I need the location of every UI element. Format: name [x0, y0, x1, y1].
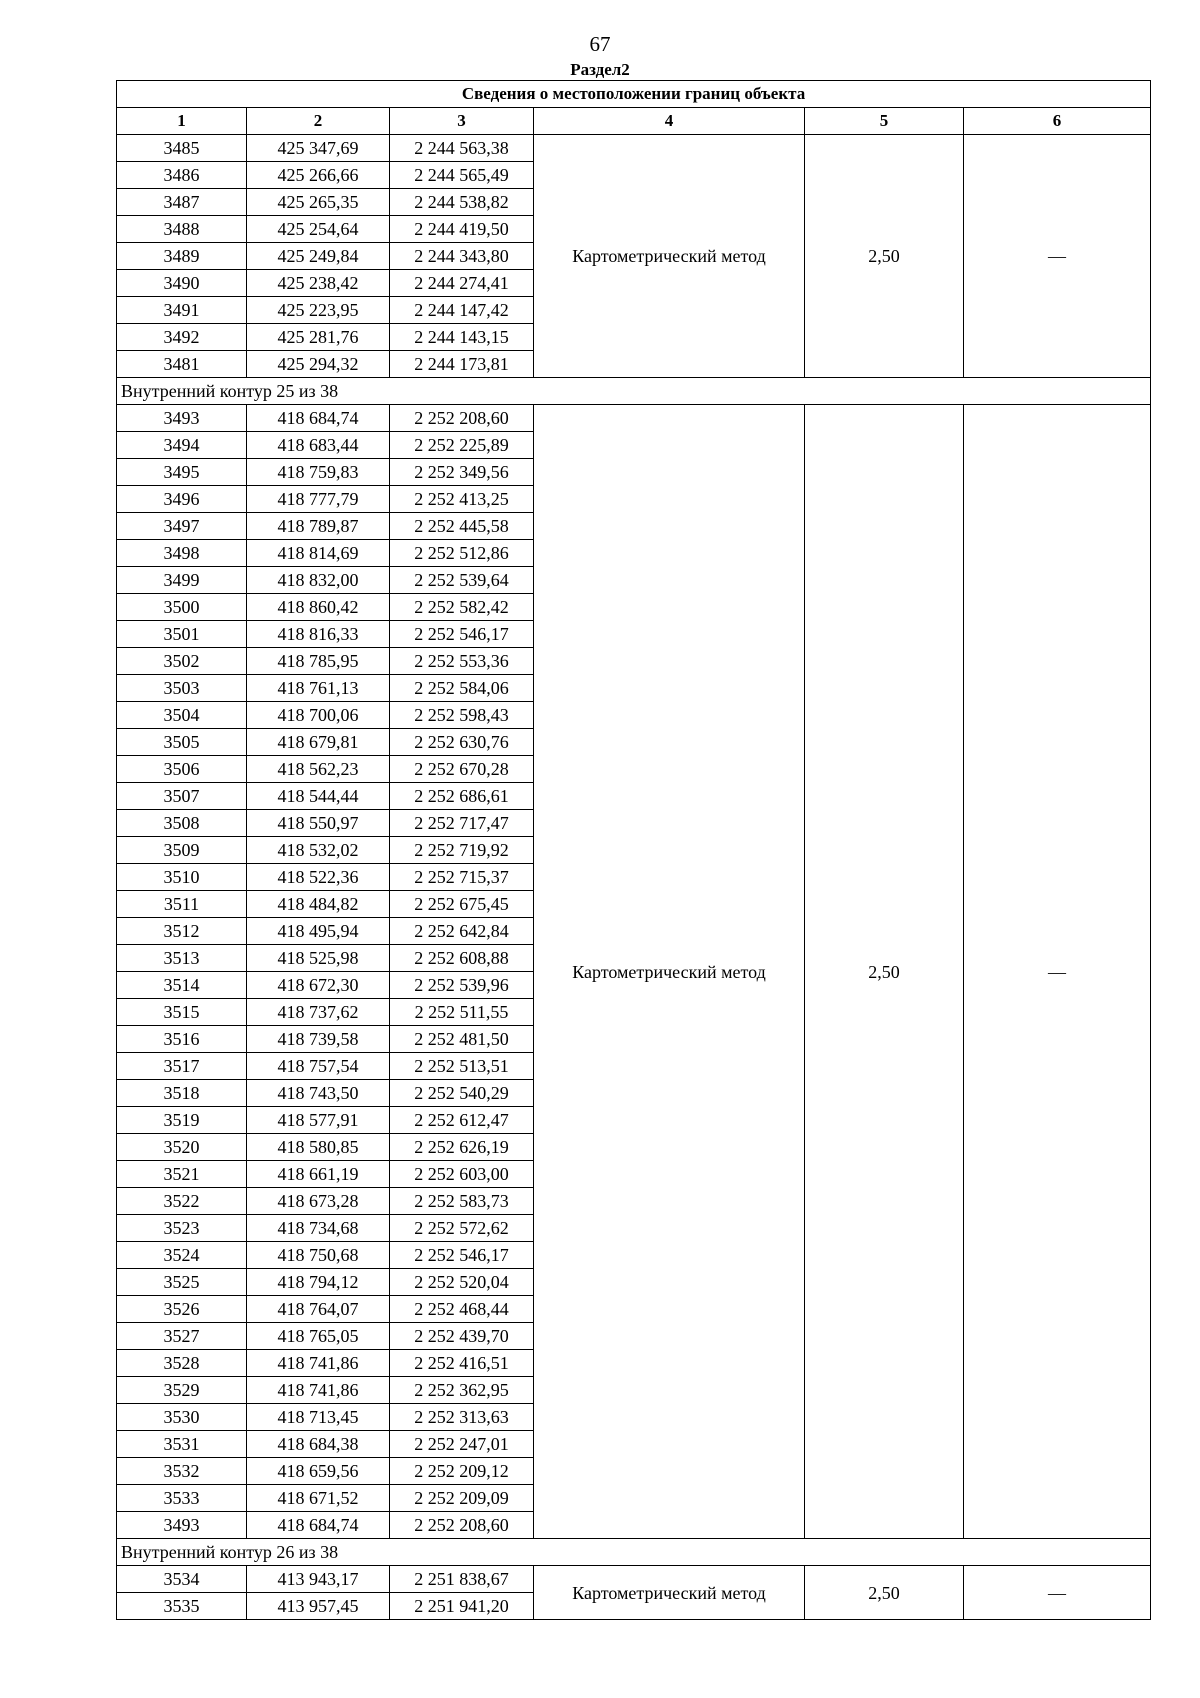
coordinate-y: 2 252 468,44	[390, 1296, 534, 1323]
coordinate-y: 2 244 143,15	[390, 324, 534, 351]
coordinate-y: 2 252 511,55	[390, 999, 534, 1026]
coordinate-y: 2 252 582,42	[390, 594, 534, 621]
coordinate-y: 2 252 598,43	[390, 702, 534, 729]
point-number: 3498	[117, 540, 247, 567]
coordinate-y: 2 252 225,89	[390, 432, 534, 459]
point-number: 3497	[117, 513, 247, 540]
coordinate-x: 413 943,17	[247, 1566, 390, 1593]
coordinate-y: 2 252 416,51	[390, 1350, 534, 1377]
point-number: 3507	[117, 783, 247, 810]
boundary-table	[116, 80, 1151, 1620]
coordinate-x: 418 734,68	[247, 1215, 390, 1242]
coordinate-x: 418 713,45	[247, 1404, 390, 1431]
coordinate-y: 2 252 675,45	[390, 891, 534, 918]
point-number: 3528	[117, 1350, 247, 1377]
column-header-6: 6	[964, 108, 1151, 135]
coordinate-x: 418 816,33	[247, 621, 390, 648]
point-number: 3512	[117, 918, 247, 945]
accuracy-cell: 2,50	[805, 135, 964, 378]
note-cell: —	[964, 135, 1151, 378]
coordinate-x: 425 347,69	[247, 135, 390, 162]
coordinate-y: 2 252 608,88	[390, 945, 534, 972]
coordinate-x: 418 661,19	[247, 1161, 390, 1188]
point-number: 3513	[117, 945, 247, 972]
coordinate-x: 418 761,13	[247, 675, 390, 702]
contour-row	[117, 378, 1151, 405]
coordinate-y: 2 244 173,81	[390, 351, 534, 378]
coordinate-x: 418 794,12	[247, 1269, 390, 1296]
point-number: 3529	[117, 1377, 247, 1404]
coordinate-y: 2 252 208,60	[390, 405, 534, 432]
coordinate-x: 418 659,56	[247, 1458, 390, 1485]
point-number: 3505	[117, 729, 247, 756]
point-number: 3488	[117, 216, 247, 243]
table-row	[117, 135, 1151, 162]
coordinate-y: 2 251 941,20	[390, 1593, 534, 1620]
note-cell: —	[964, 1566, 1151, 1620]
coordinate-y: 2 252 209,12	[390, 1458, 534, 1485]
coordinate-x: 418 580,85	[247, 1134, 390, 1161]
point-number: 3510	[117, 864, 247, 891]
coordinate-x: 418 814,69	[247, 540, 390, 567]
coordinate-y: 2 252 313,63	[390, 1404, 534, 1431]
coordinate-x: 418 785,95	[247, 648, 390, 675]
point-number: 3487	[117, 189, 247, 216]
coordinate-y: 2 252 513,51	[390, 1053, 534, 1080]
point-number: 3506	[117, 756, 247, 783]
point-number: 3492	[117, 324, 247, 351]
coordinate-y: 2 252 626,19	[390, 1134, 534, 1161]
coordinate-x: 418 577,91	[247, 1107, 390, 1134]
coordinate-y: 2 244 538,82	[390, 189, 534, 216]
point-number: 3515	[117, 999, 247, 1026]
coordinate-y: 2 244 274,41	[390, 270, 534, 297]
point-number: 3526	[117, 1296, 247, 1323]
coordinate-x: 418 532,02	[247, 837, 390, 864]
point-number: 3493	[117, 1512, 247, 1539]
table-row	[117, 405, 1151, 432]
coordinate-y: 2 252 717,47	[390, 810, 534, 837]
point-number: 3519	[117, 1107, 247, 1134]
coordinate-x: 418 759,83	[247, 459, 390, 486]
coordinate-y: 2 252 481,50	[390, 1026, 534, 1053]
contour-label: Внутренний контур 25 из 38	[117, 378, 1151, 405]
contour-label: Внутренний контур 26 из 38	[117, 1539, 1151, 1566]
coordinate-x: 418 743,50	[247, 1080, 390, 1107]
coordinate-y: 2 244 419,50	[390, 216, 534, 243]
point-number: 3511	[117, 891, 247, 918]
coordinate-y: 2 252 546,17	[390, 621, 534, 648]
coordinate-x: 418 741,86	[247, 1350, 390, 1377]
coordinate-x: 418 525,98	[247, 945, 390, 972]
page-number: 67	[589, 32, 611, 56]
point-number: 3500	[117, 594, 247, 621]
point-number: 3503	[117, 675, 247, 702]
coordinate-x: 418 679,81	[247, 729, 390, 756]
coordinate-y: 2 252 445,58	[390, 513, 534, 540]
coordinate-x: 418 700,06	[247, 702, 390, 729]
coordinate-x: 418 673,28	[247, 1188, 390, 1215]
point-number: 3520	[117, 1134, 247, 1161]
point-number: 3509	[117, 837, 247, 864]
coordinate-y: 2 252 539,96	[390, 972, 534, 999]
point-number: 3527	[117, 1323, 247, 1350]
coordinate-x: 418 544,44	[247, 783, 390, 810]
coordinate-y: 2 252 512,86	[390, 540, 534, 567]
coordinate-x: 418 562,23	[247, 756, 390, 783]
point-number: 3521	[117, 1161, 247, 1188]
coordinate-x: 425 281,76	[247, 324, 390, 351]
coordinate-x: 418 757,54	[247, 1053, 390, 1080]
point-number: 3532	[117, 1458, 247, 1485]
coordinate-y: 2 252 539,64	[390, 567, 534, 594]
coordinate-x: 418 764,07	[247, 1296, 390, 1323]
point-number: 3534	[117, 1566, 247, 1593]
coordinate-x: 418 750,68	[247, 1242, 390, 1269]
coordinate-x: 418 739,58	[247, 1026, 390, 1053]
point-number: 3530	[117, 1404, 247, 1431]
coordinate-x: 425 265,35	[247, 189, 390, 216]
coordinate-x: 425 294,32	[247, 351, 390, 378]
point-number: 3535	[117, 1593, 247, 1620]
point-number: 3502	[117, 648, 247, 675]
coordinate-x: 425 254,64	[247, 216, 390, 243]
coordinate-y: 2 244 147,42	[390, 297, 534, 324]
coordinate-y: 2 252 719,92	[390, 837, 534, 864]
coordinate-y: 2 252 540,29	[390, 1080, 534, 1107]
coordinate-y: 2 252 670,28	[390, 756, 534, 783]
method-cell: Картометрический метод	[534, 1566, 805, 1620]
coordinate-x: 425 238,42	[247, 270, 390, 297]
point-number: 3485	[117, 135, 247, 162]
coordinate-x: 425 266,66	[247, 162, 390, 189]
coordinate-x: 418 741,86	[247, 1377, 390, 1404]
coordinate-y: 2 244 565,49	[390, 162, 534, 189]
coordinate-x: 418 672,30	[247, 972, 390, 999]
table-title-row	[117, 81, 1151, 108]
coordinate-y: 2 252 630,76	[390, 729, 534, 756]
point-number: 3524	[117, 1242, 247, 1269]
coordinate-x: 413 957,45	[247, 1593, 390, 1620]
method-cell: Картометрический метод	[534, 135, 805, 378]
coordinate-y: 2 252 553,36	[390, 648, 534, 675]
method-cell: Картометрический метод	[534, 405, 805, 1539]
coordinate-x: 418 683,44	[247, 432, 390, 459]
point-number: 3495	[117, 459, 247, 486]
point-number: 3496	[117, 486, 247, 513]
point-number: 3489	[117, 243, 247, 270]
coordinate-x: 425 223,95	[247, 297, 390, 324]
point-number: 3491	[117, 297, 247, 324]
coordinate-x: 418 832,00	[247, 567, 390, 594]
point-number: 3501	[117, 621, 247, 648]
point-number: 3514	[117, 972, 247, 999]
coordinate-y: 2 252 413,25	[390, 486, 534, 513]
point-number: 3490	[117, 270, 247, 297]
contour-row	[117, 1539, 1151, 1566]
coordinate-x: 418 522,36	[247, 864, 390, 891]
coordinate-x: 418 765,05	[247, 1323, 390, 1350]
coordinate-x: 418 684,74	[247, 405, 390, 432]
column-header-2: 2	[247, 108, 390, 135]
coordinate-x: 418 684,74	[247, 1512, 390, 1539]
coordinate-y: 2 252 362,95	[390, 1377, 534, 1404]
coordinate-y: 2 252 520,04	[390, 1269, 534, 1296]
coordinate-y: 2 252 612,47	[390, 1107, 534, 1134]
coordinate-y: 2 252 572,62	[390, 1215, 534, 1242]
column-header-4: 4	[534, 108, 805, 135]
point-number: 3525	[117, 1269, 247, 1296]
coordinate-y: 2 252 686,61	[390, 783, 534, 810]
coordinate-x: 418 671,52	[247, 1485, 390, 1512]
point-number: 3531	[117, 1431, 247, 1458]
accuracy-cell: 2,50	[805, 405, 964, 1539]
coordinate-y: 2 244 343,80	[390, 243, 534, 270]
point-number: 3499	[117, 567, 247, 594]
section-title: Раздел2	[570, 60, 630, 79]
coordinate-x: 418 550,97	[247, 810, 390, 837]
point-number: 3517	[117, 1053, 247, 1080]
coordinate-y: 2 252 349,56	[390, 459, 534, 486]
coordinate-y: 2 252 208,60	[390, 1512, 534, 1539]
point-number: 3533	[117, 1485, 247, 1512]
coordinate-y: 2 252 715,37	[390, 864, 534, 891]
coordinate-x: 418 737,62	[247, 999, 390, 1026]
point-number: 3523	[117, 1215, 247, 1242]
coordinate-x: 418 484,82	[247, 891, 390, 918]
point-number: 3494	[117, 432, 247, 459]
point-number: 3481	[117, 351, 247, 378]
point-number: 3516	[117, 1026, 247, 1053]
coordinate-x: 418 495,94	[247, 918, 390, 945]
point-number: 3504	[117, 702, 247, 729]
coordinate-x: 425 249,84	[247, 243, 390, 270]
coordinate-y: 2 252 642,84	[390, 918, 534, 945]
coordinate-y: 2 252 603,00	[390, 1161, 534, 1188]
column-header-3: 3	[390, 108, 534, 135]
table-title: Сведения о местоположении границ объекта	[117, 81, 1151, 108]
accuracy-cell: 2,50	[805, 1566, 964, 1620]
coordinate-y: 2 252 209,09	[390, 1485, 534, 1512]
coordinate-y: 2 251 838,67	[390, 1566, 534, 1593]
coordinate-y: 2 252 439,70	[390, 1323, 534, 1350]
column-header-5: 5	[805, 108, 964, 135]
table-row	[117, 1566, 1151, 1593]
point-number: 3486	[117, 162, 247, 189]
point-number: 3522	[117, 1188, 247, 1215]
point-number: 3508	[117, 810, 247, 837]
point-number: 3493	[117, 405, 247, 432]
table-header-row	[117, 108, 1151, 135]
note-cell: —	[964, 405, 1151, 1539]
coordinate-y: 2 252 247,01	[390, 1431, 534, 1458]
column-header-1: 1	[117, 108, 247, 135]
coordinate-y: 2 252 583,73	[390, 1188, 534, 1215]
coordinate-x: 418 777,79	[247, 486, 390, 513]
coordinate-y: 2 252 546,17	[390, 1242, 534, 1269]
coordinate-x: 418 789,87	[247, 513, 390, 540]
coordinate-x: 418 860,42	[247, 594, 390, 621]
coordinate-y: 2 252 584,06	[390, 675, 534, 702]
coordinate-x: 418 684,38	[247, 1431, 390, 1458]
point-number: 3518	[117, 1080, 247, 1107]
coordinate-y: 2 244 563,38	[390, 135, 534, 162]
